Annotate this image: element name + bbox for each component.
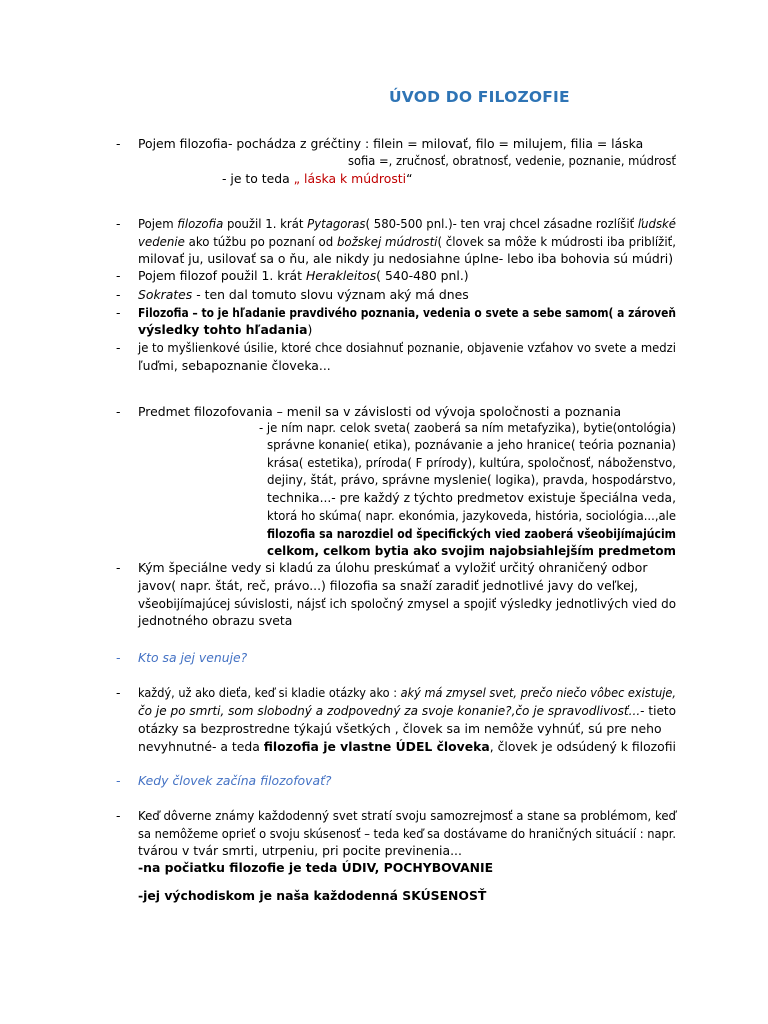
bullet-dash: -	[116, 650, 121, 665]
everyone-line-4: nevyhnutné- a teda filozofia je vlastne ÚDEL človeka, človek je odsúdený k filozofii	[138, 739, 676, 754]
herakleitos-line: Pojem filozof použil 1. krát Herakleitos( 540-480 pnl.)	[138, 268, 469, 283]
subject-line-7: ktorá ho skúma( napr. ekonómia, jazykoveda, história, sociológia...,ale	[267, 508, 676, 523]
sciences-line-2: javov( napr. štát, reč, právo...) filozofia sa snaží zaradiť jednotlivé javy do veľkej,	[138, 578, 639, 593]
subject-line-9: celkom, celkom bytia ako svojim najobsiahlejším predmetom	[267, 543, 676, 558]
sciences-line-1: Kým špeciálne vedy si kladú za úlohu preskúmať a vyložiť určitý ohraničený odbor	[138, 560, 648, 575]
page-title: ÚVOD DO FILOZOFIE	[389, 88, 570, 106]
effort-line-1: je to myšlienkové úsilie, ktoré chce dosiahnuť poznanie, objavenie vzťahov vo svete a medzi	[138, 340, 676, 355]
everyone-line-2: čo je po smrti, som slobodný a zodpovedný za svoje konanie?,čo je spravodlivosť...- tieto	[138, 703, 676, 718]
subject-line-6: technika...- pre každý z týchto predmetov existuje špeciálna veda,	[267, 490, 676, 505]
definition-line-1: Filozofia – to je hľadanie pravdivého poznania, vedenia o svete a sebe samom( a zároveň	[138, 305, 676, 320]
effort-line-2: ľuďmi, sebapoznanie človeka...	[138, 358, 331, 373]
bullet-dash: -	[116, 305, 121, 320]
lovers-of-wisdom-text: „ láska k múdrosti	[293, 171, 407, 186]
when-line-2: sa nemôžeme oprieť o svoju skúsenosť – teda keď sa dostávame do hraničných situácií : napr.	[138, 826, 676, 841]
sokrates-line: Sokrates - ten dal tomuto slovu význam aký má dnes	[138, 287, 469, 302]
bullet-dash: -	[116, 404, 121, 419]
question-when: Kedy človek začína filozofovať?	[138, 773, 332, 788]
bullet-dash: -	[116, 136, 121, 151]
bullet-dash: -	[116, 268, 121, 283]
when-line-1: Keď dôverne známy každodenný svet stratí svoju samozrejmosť a stane sa problémom, keď	[138, 808, 676, 823]
intro-line-3: - je to teda „ láska k múdrosti“	[222, 171, 413, 186]
subject-line-4: krása( estetika), príroda( F prírody), kultúra, spoločnosť, náboženstvo,	[267, 455, 676, 470]
sciences-line-3: všeobijímajúcej súvislosti, nájsť ich spoločný zmysel a spojiť výsledky jednotlivých vied do	[138, 596, 676, 611]
when-line-4: -na počiatku filozofie je teda ÚDIV, POCHYBOVANIE	[138, 860, 494, 875]
question-who: Kto sa jej venuje?	[138, 650, 248, 665]
bullet-dash: -	[116, 560, 121, 575]
definition-line-2: výsledky tohto hľadania)	[138, 322, 313, 337]
when-line-3: tvárou v tvár smrti, utrpeniu, pri pocite previnenia...	[138, 843, 462, 858]
when-line-5: -jej východiskom je naša každodenná SKÚSENOSŤ	[138, 888, 487, 903]
pytagoras-line-1: Pojem filozofia použil 1. krát Pytagoras( 580-500 pnl.)- ten vraj chcel zásadne rozlíšiť ľudské	[138, 216, 676, 231]
bullet-dash: -	[116, 340, 121, 355]
everyone-line-3: otázky sa bezprostredne týkajú všetkých , človek sa im nemôže vyhnúť, sú pre neho	[138, 721, 662, 736]
sciences-line-4: jednotného obrazu sveta	[138, 613, 293, 628]
bullet-dash: -	[116, 808, 121, 823]
subject-line-5: dejiny, štát, právo, správne myslenie( logika), pravda, hospodárstvo,	[267, 472, 676, 487]
intro-line-1: Pojem filozofia- pochádza z gréčtiny : filein = milovať, filo = milujem, filia = láska	[138, 136, 644, 151]
pytagoras-line-3: milovať ju, usilovať sa o ňu, ale nikdy ju nedosiahne úplne- lebo iba bohovia sú múdri)	[138, 251, 674, 266]
bullet-dash: -	[116, 685, 121, 700]
subject-line-8: filozofia sa narozdiel od špecifických vied zaoberá všeobijímajúcim	[267, 526, 676, 541]
everyone-line-1: každý, už ako dieťa, keď si kladie otázky ako : aký má zmysel svet, prečo niečo vôbec existuje,	[138, 685, 676, 700]
bullet-dash: -	[116, 287, 121, 302]
bullet-dash: -	[116, 773, 121, 788]
intro-line-2: sofia =, zručnosť, obratnosť, vedenie, poznanie, múdrosť	[348, 153, 676, 168]
pytagoras-line-2: vedenie ako túžbu po poznaní od božskej múdrosti( človek sa môže k múdrosti iba priblížiť,	[138, 234, 676, 249]
subject-line-3: správne konanie( etika), poznávanie a jeho hranice( teória poznania)	[267, 437, 676, 452]
subject-line-2: - je ním napr. celok sveta( zaoberá sa ním metafyzika), bytie(ontológia)	[259, 420, 676, 435]
bullet-dash: -	[116, 216, 121, 231]
subject-line-1: Predmet filozofovania – menil sa v závislosti od vývoja spoločnosti a poznania	[138, 404, 622, 419]
